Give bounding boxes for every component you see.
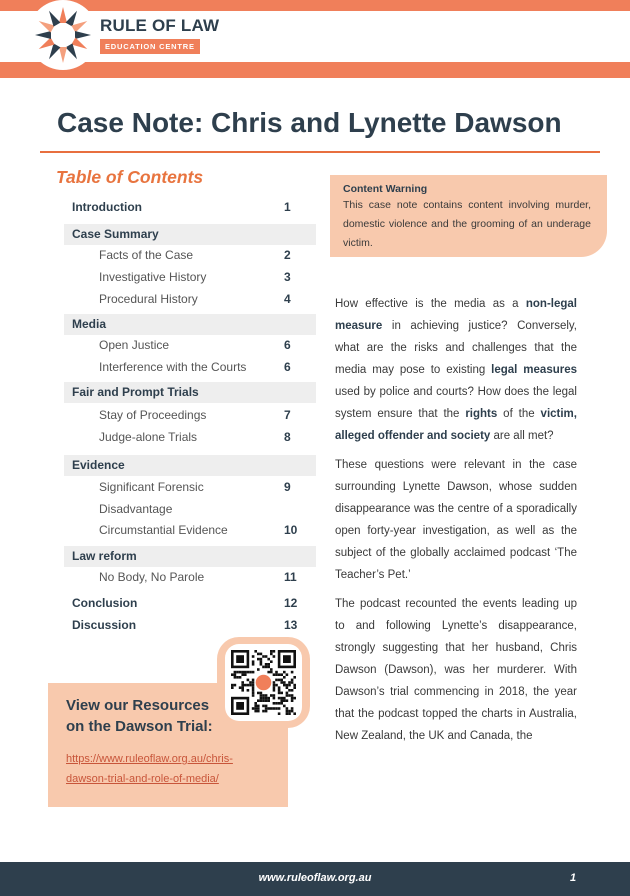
toc-page-number: 2 [284, 248, 291, 262]
resources-title: View our Resources on the Dawson Trial: [66, 697, 213, 735]
toc-entry[interactable] [64, 289, 316, 310]
toc-page-number: 6 [284, 338, 291, 352]
toc-entry[interactable] [64, 405, 316, 426]
toc-label: Judge-alone Trials [99, 430, 198, 444]
toc-section[interactable] [64, 314, 316, 335]
toc-page-number: 11 [284, 570, 297, 584]
page-number: 1 [570, 872, 577, 884]
toc-label: Disadvantage [99, 502, 173, 516]
header-band [0, 62, 630, 78]
logo-petal [59, 7, 67, 23]
logo-petal [35, 31, 51, 39]
top-band [0, 0, 630, 11]
toc-page-number: 1 [284, 200, 291, 214]
toc-entry[interactable] [64, 245, 316, 266]
toc-page-number: 10 [284, 523, 298, 537]
logo-star-icon [33, 5, 93, 65]
toc-section[interactable] [64, 197, 316, 218]
toc-label: Evidence [72, 458, 125, 472]
toc-entry[interactable] [64, 477, 316, 498]
toc-entry[interactable] [64, 357, 316, 378]
toc-label: Procedural History [99, 292, 198, 306]
toc-label: Significant Forensic [99, 480, 204, 494]
toc-label: Law reform [72, 549, 137, 563]
toc-section[interactable] [64, 593, 316, 614]
toc-entry[interactable] [64, 267, 316, 288]
toc-page-number: 6 [284, 360, 291, 374]
qr-code-icon[interactable] [231, 650, 296, 715]
toc-label: Fair and Prompt Trials [72, 385, 199, 399]
toc-label: No Body, No Parole [99, 570, 205, 584]
toc-entry[interactable] [64, 427, 316, 448]
resources-link[interactable]: https://www.ruleoflaw.org.au/chris- dawson-trial-and-role-of-media/ [66, 753, 233, 785]
toc-entry[interactable] [64, 567, 316, 588]
title-divider [40, 151, 600, 153]
toc-label: Case Summary [72, 227, 159, 241]
toc-section[interactable] [64, 615, 316, 636]
toc-label: Interference with the Courts [99, 360, 247, 374]
toc-label: Media [72, 317, 107, 331]
toc-label: Open Justice [99, 338, 170, 352]
paragraph-2: These questions were relevant in the case surrounding Lynette Dawson, whose sudden disappearance was the centre of a sporadically open forty-year investigation, as well as the subject of the globally acclaimed podcast ‘The Teacher’s Pet.’ [335, 459, 577, 581]
toc-entry[interactable] [64, 335, 316, 356]
toc-entry[interactable] [64, 520, 316, 541]
toc-section[interactable] [64, 546, 316, 567]
toc-page-number: 9 [284, 480, 291, 494]
toc-page-number: 13 [284, 618, 298, 632]
toc-label: Investigative History [99, 270, 207, 284]
toc-label: Stay of Proceedings [99, 408, 207, 422]
toc-section[interactable] [64, 382, 316, 403]
page-title: Case Note: Chris and Lynette Dawson [57, 107, 562, 138]
content-warning [330, 175, 607, 257]
brand-title: RULE OF LAW [100, 16, 220, 35]
toc-page-number: 8 [284, 430, 291, 444]
content-warning-title: Content Warning [343, 183, 428, 195]
brand-subtitle: EDUCATION CENTRE [100, 39, 200, 54]
toc-label: Facts of the Case [99, 248, 194, 262]
toc-page-number: 12 [284, 596, 298, 610]
toc-label: Discussion [72, 618, 137, 632]
logo-petal [59, 47, 67, 63]
paragraph-1: How effective is the media as a non-legal measure in achieving justice? Conversely, what are the risks and challenges that the media may pose to existing legal measures used by police and courts? How does the legal system ensure that the rights of the victim, alleged offender and society are all met? [335, 298, 578, 442]
footer [0, 862, 630, 896]
toc-section[interactable] [64, 455, 316, 476]
toc-label: Circumstantial Evidence [99, 523, 228, 537]
paragraph-3: The podcast recounted the events leading up to and following Lynette’s disappearance, strongly suggesting that her husband, Chris Dawson (Dawson), was her murderer. With Dawson’s trial commencing in 2018, the year that the podcast topped the charts in Australia, New Zealand, the UK and Canada, the [335, 598, 577, 742]
footer-url[interactable]: www.ruleoflaw.org.au [258, 872, 372, 884]
toc-label: Conclusion [72, 596, 138, 610]
toc-label: Introduction [72, 200, 142, 214]
toc-page-number: 7 [284, 408, 291, 422]
logo-petal [75, 31, 91, 39]
toc-entry[interactable] [64, 499, 316, 520]
toc-page-number: 4 [284, 292, 291, 306]
body-text [335, 293, 577, 754]
toc-page-number: 3 [284, 270, 291, 284]
toc-heading: Table of Contents [56, 167, 204, 187]
toc-section[interactable] [64, 224, 316, 245]
qr-code-frame [217, 637, 310, 728]
content-warning-text: This case note contains content involving murder, domestic violence and the grooming of an underage victim. [343, 199, 591, 249]
